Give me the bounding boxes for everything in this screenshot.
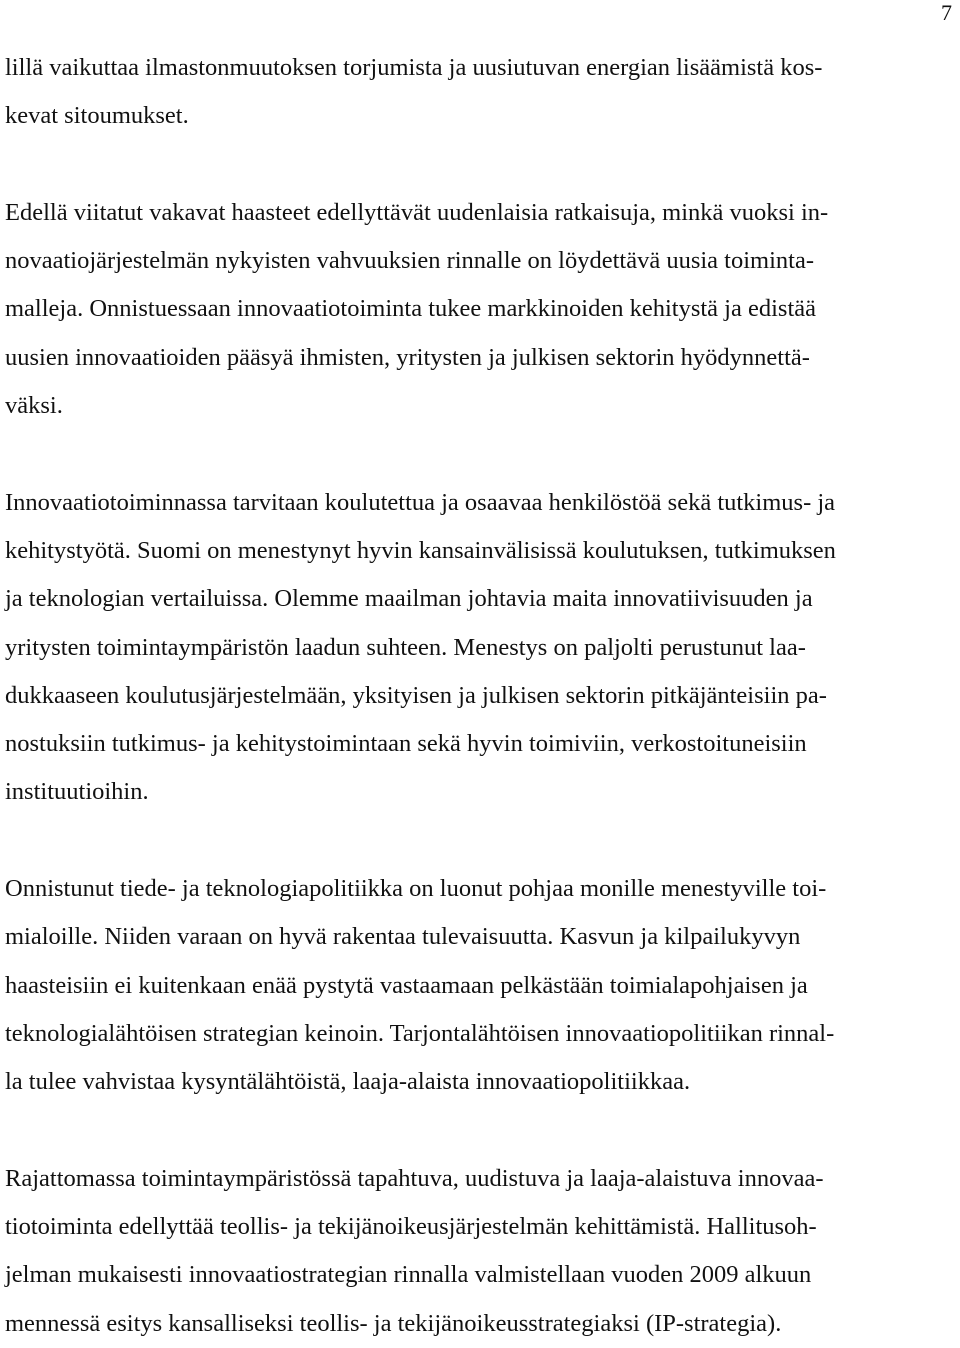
page-number: 7	[941, 0, 952, 25]
paragraph-education-research: Innovaatiotoiminnassa tarvitaan koulutettua ja osaavaa henkilöstöä sekä tutkimus- ja kehitystyötä. Suomi on menestynyt hyvin kansainvälisissä koulutuksen, tutkimuksen ja teknologian vertailuissa. Olemme maailman johtavia maita innovatiivisuuden ja yritysten toimintaympäristön laadun suhteen. Menestys on paljolti perustunut laa- dukkaaseen koulutusjärjestelmään, yksityisen ja julkisen sektorin pitkäjänteisiin pa- nostuksiin tutkimus- ja kehitystoimintaan sekä hyvin toimiviin, verkostoituneisiin instituutioihin.	[5, 488, 836, 806]
paragraph-new-solutions: Edellä viitatut vakavat haasteet edellyttävät uudenlaisia ratkaisuja, minkä vuoksi in- novaatiojärjestelmän nykyisten vahvuuksien rinnalle on löydettävä uusia toiminta- malleja. Onnistuessaan innovaatiotoiminta tukee markkinoiden kehitystä ja edistää uusien innovaatioiden pääsyä ihmisten, yritysten ja julkisen sektorin hyödynnettä- väksi.	[5, 198, 829, 420]
paragraph-ip-strategy: Rajattomassa toimintaympäristössä tapahtuva, uudistuva ja laaja-alaistuva innovaa- tiotoiminta edellyttää teollis- ja tekijänoikeusjärjestelmän kehittämistä. Hallitusoh- jelman mukaisesti innovaatiostrategian rinnalla valmistellaan vuoden 2009 alkuun mennessä esitys kansalliseksi teollis- ja tekijänoikeusstrategiaksi (IP-strategia).	[5, 1164, 824, 1337]
paragraph-climate-commitments: lillä vaikuttaa ilmastonmuutoksen torjumista ja uusiutuvan energian lisäämistä kos- kevat sitoumukset.	[5, 54, 823, 130]
document-body	[5, 44, 953, 1348]
paragraph-technology-policy: Onnistunut tiede- ja teknologiapolitiikka on luonut pohjaa monille menestyville toi- mialoille. Niiden varaan on hyvä rakentaa tulevaisuutta. Kasvun ja kilpailukyvyn haasteisiin ei kuitenkaan enää pystytä vastaamaan pelkästään toimialapohjaisen ja teknologialähtöisen strategian keinoin. Tarjontalähtöisen innovaatiopolitiikan rinnal- la tulee vahvistaa kysyntälähtöistä, laaja-alaista innovaatiopolitiikkaa.	[5, 875, 835, 1096]
